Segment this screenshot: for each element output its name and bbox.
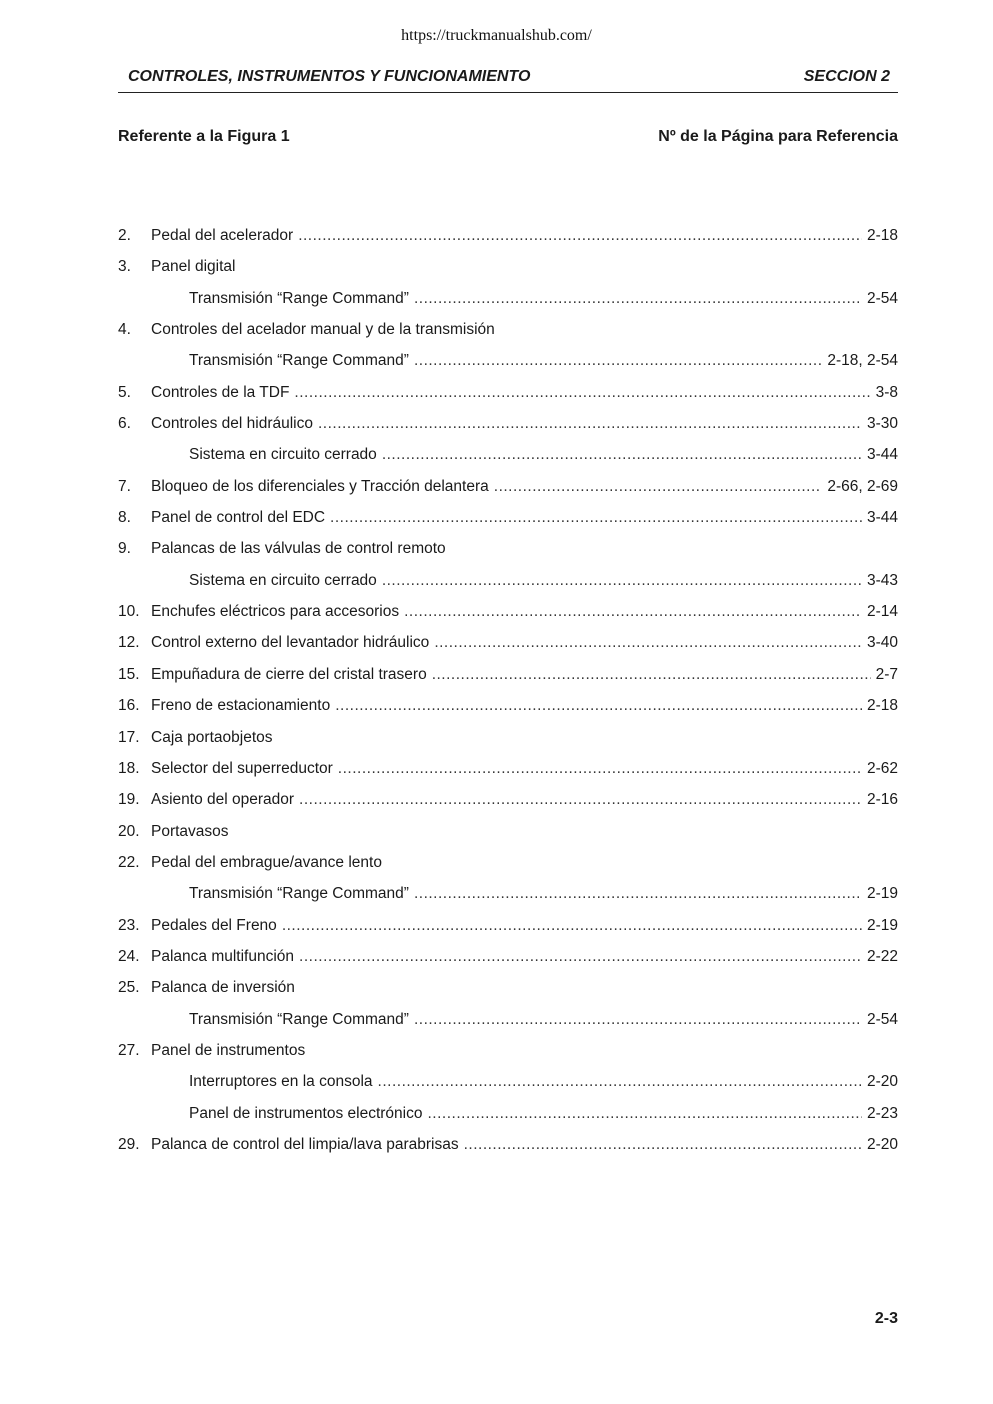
entry-line [189, 345, 898, 376]
entry-label: Panel de instrumentos electrónico [189, 1104, 423, 1122]
index-subentry [118, 878, 898, 909]
entry-label: Panel digital [151, 258, 236, 276]
entry-number: 29. [118, 1135, 140, 1153]
entry-page-ref: 2-62 [866, 759, 898, 777]
index-entry [118, 627, 898, 658]
entry-label: Transmisión “Range Command” [189, 885, 409, 903]
dot-leader [428, 1098, 862, 1129]
index-subentry [118, 283, 898, 314]
entry-line [189, 1004, 898, 1035]
entry-label: Caja portaobjetos [151, 728, 273, 746]
reference-index [118, 220, 898, 1160]
index-subentry [118, 1066, 898, 1097]
entry-line [151, 533, 898, 564]
entry-line [189, 878, 898, 909]
entry-label: Transmisión “Range Command” [189, 352, 409, 370]
entry-number: 12. [118, 634, 140, 652]
entry-page-ref: 2-20 [866, 1135, 898, 1153]
entry-label: Transmisión “Range Command” [189, 289, 409, 307]
entry-number: 2. [118, 227, 131, 244]
entry-line [151, 910, 898, 941]
entry-label: Transmisión “Range Command” [189, 1010, 409, 1028]
entry-page-ref: 2-16 [866, 791, 898, 809]
index-entry [118, 816, 898, 847]
entry-line [151, 847, 898, 878]
entry-line [189, 1098, 898, 1129]
entry-page-ref: 2-18, 2-54 [827, 352, 898, 370]
entry-page-ref: 2-23 [866, 1104, 898, 1122]
dot-leader [282, 910, 862, 941]
index-subentry [118, 1098, 898, 1129]
entry-number: 20. [118, 822, 140, 840]
dot-leader [382, 439, 862, 470]
index-entry [118, 659, 898, 690]
entry-number: 10. [118, 603, 140, 621]
index-subentry [118, 565, 898, 596]
entry-page-ref: 3-43 [866, 571, 898, 589]
entry-line [151, 408, 898, 439]
entry-number: 7. [118, 477, 131, 495]
entry-number: 4. [118, 321, 131, 339]
entry-label: Pedales del Freno [151, 916, 277, 934]
dot-leader [414, 283, 862, 314]
header-title: CONTROLES, INSTRUMENTOS Y FUNCIONAMIENTO [128, 68, 531, 85]
entry-label: Palanca de inversión [151, 979, 295, 997]
entry-number: 16. [118, 697, 140, 715]
entry-page-ref: 3-30 [866, 415, 898, 433]
dot-leader [294, 377, 870, 408]
entry-number: 23. [118, 916, 140, 934]
entry-number: 17. [118, 728, 140, 746]
entry-line [151, 753, 898, 784]
entry-label: Pedal del acelerador [151, 227, 294, 244]
entry-line [189, 439, 898, 470]
dot-leader [298, 220, 862, 251]
entry-line [151, 941, 898, 972]
entry-number: 25. [118, 979, 140, 997]
index-entry [118, 377, 898, 408]
index-entry [118, 502, 898, 533]
dot-leader [318, 408, 862, 439]
index-entry [118, 251, 898, 282]
entry-page-ref: 3-44 [866, 509, 898, 527]
entry-label: Panel de control del EDC [151, 509, 326, 527]
entry-line [151, 377, 898, 408]
entry-page-ref: 2-18 [866, 227, 898, 244]
entry-number: 6. [118, 415, 131, 433]
entry-label: Panel de instrumentos [151, 1041, 306, 1059]
index-subentry [118, 1004, 898, 1035]
dot-leader [378, 1066, 862, 1097]
index-entry [118, 471, 898, 502]
entry-number: 9. [118, 540, 131, 558]
entry-label: Palanca multifunción [151, 947, 295, 965]
entry-page-ref: 2-7 [875, 665, 898, 683]
index-entry [118, 690, 898, 721]
entry-line [151, 471, 898, 502]
entry-label: Empuñadura de cierre del cristal trasero [151, 665, 427, 683]
entry-label: Selector del superreductor [151, 759, 333, 777]
entry-label: Interruptores en la consola [189, 1073, 373, 1091]
index-entry [118, 753, 898, 784]
index-entry [118, 784, 898, 815]
dot-leader [414, 345, 822, 376]
entry-label: Palancas de las válvulas de control remoto [151, 540, 446, 558]
entry-page-ref: 2-19 [866, 916, 898, 934]
entry-line [189, 283, 898, 314]
index-entry [118, 596, 898, 627]
entry-page-ref: 3-8 [875, 383, 898, 401]
entry-line [151, 502, 898, 533]
entry-page-ref: 2-19 [866, 885, 898, 903]
entry-label: Control externo del levantador hidráulico [151, 634, 430, 652]
entry-line [151, 251, 898, 282]
entry-label: Palanca de control del limpia/lava parabrisas [151, 1135, 459, 1153]
entry-label: Sistema en circuito cerrado [189, 446, 377, 464]
entry-page-ref: 2-18 [866, 697, 898, 715]
entry-line [151, 690, 898, 721]
source-url: https://truckmanualshub.com/ [401, 27, 592, 44]
entry-line [151, 784, 898, 815]
dot-leader [382, 565, 862, 596]
entry-line [151, 314, 898, 345]
dot-leader [338, 753, 862, 784]
index-entry [118, 722, 898, 753]
entry-line [189, 565, 898, 596]
entry-page-ref: 2-54 [866, 289, 898, 307]
entry-label: Pedal del embrague/avance lento [151, 853, 382, 871]
index-entry [118, 533, 898, 564]
index-entry [118, 1035, 898, 1066]
dot-leader [434, 627, 862, 658]
index-entry [118, 910, 898, 941]
index-entry [118, 220, 898, 251]
entry-page-ref: 2-20 [866, 1073, 898, 1091]
entry-label: Bloqueo de los diferenciales y Tracción delantera [151, 477, 489, 495]
index-entry [118, 941, 898, 972]
entry-line [151, 1129, 898, 1160]
entry-number: 15. [118, 665, 140, 683]
index-entry [118, 314, 898, 345]
index-entry [118, 1129, 898, 1160]
entry-number: 8. [118, 509, 131, 527]
entry-label: Freno de estacionamiento [151, 697, 331, 715]
index-subentry [118, 439, 898, 470]
entry-line [151, 627, 898, 658]
index-subentry [118, 345, 898, 376]
page-header [118, 66, 898, 93]
dot-leader [414, 1004, 862, 1035]
entry-label: Asiento del operador [151, 791, 295, 809]
entry-label: Enchufes eléctricos para accesorios [151, 603, 400, 621]
entry-number: 24. [118, 947, 140, 965]
entry-label: Controles del acelador manual y de la transmisión [151, 321, 495, 339]
entry-number: 27. [118, 1041, 140, 1059]
entry-number: 18. [118, 759, 140, 777]
dot-leader [335, 690, 862, 721]
dot-leader [414, 878, 862, 909]
entry-label: Portavasos [151, 822, 229, 840]
dot-leader [330, 502, 862, 533]
entry-line [151, 972, 898, 1003]
entry-label: Controles del hidráulico [151, 415, 313, 433]
entry-line [151, 1035, 898, 1066]
entry-line [151, 722, 898, 753]
entry-number: 22. [118, 853, 140, 871]
index-entry [118, 408, 898, 439]
entry-line [151, 596, 898, 627]
entry-page-ref: 2-14 [866, 603, 898, 621]
page-number: 2-3 [874, 1310, 898, 1327]
entry-page-ref: 2-22 [866, 947, 898, 965]
dot-leader [464, 1129, 862, 1160]
entry-number: 3. [118, 258, 131, 276]
dot-leader [299, 941, 862, 972]
column-headings [118, 128, 898, 150]
column-heading-figure: Referente a la Figura 1 [118, 128, 290, 145]
dot-leader [432, 659, 871, 690]
header-section: SECCION 2 [803, 68, 890, 85]
dot-leader [404, 596, 862, 627]
entry-number: 19. [118, 791, 140, 809]
entry-page-ref: 3-40 [866, 634, 898, 652]
column-heading-page-ref: Nº de la Página para Referencia [658, 128, 898, 145]
index-entry [118, 972, 898, 1003]
entry-line [151, 220, 898, 251]
entry-number: 5. [118, 383, 131, 401]
entry-line [151, 659, 898, 690]
entry-label: Controles de la TDF [151, 383, 290, 401]
entry-page-ref: 2-54 [866, 1010, 898, 1028]
entry-line [151, 816, 898, 847]
entry-page-ref: 3-44 [866, 446, 898, 464]
dot-leader [299, 784, 862, 815]
dot-leader [494, 471, 823, 502]
index-entry [118, 847, 898, 878]
entry-page-ref: 2-66, 2-69 [827, 477, 898, 495]
entry-line [189, 1066, 898, 1097]
entry-label: Sistema en circuito cerrado [189, 571, 377, 589]
